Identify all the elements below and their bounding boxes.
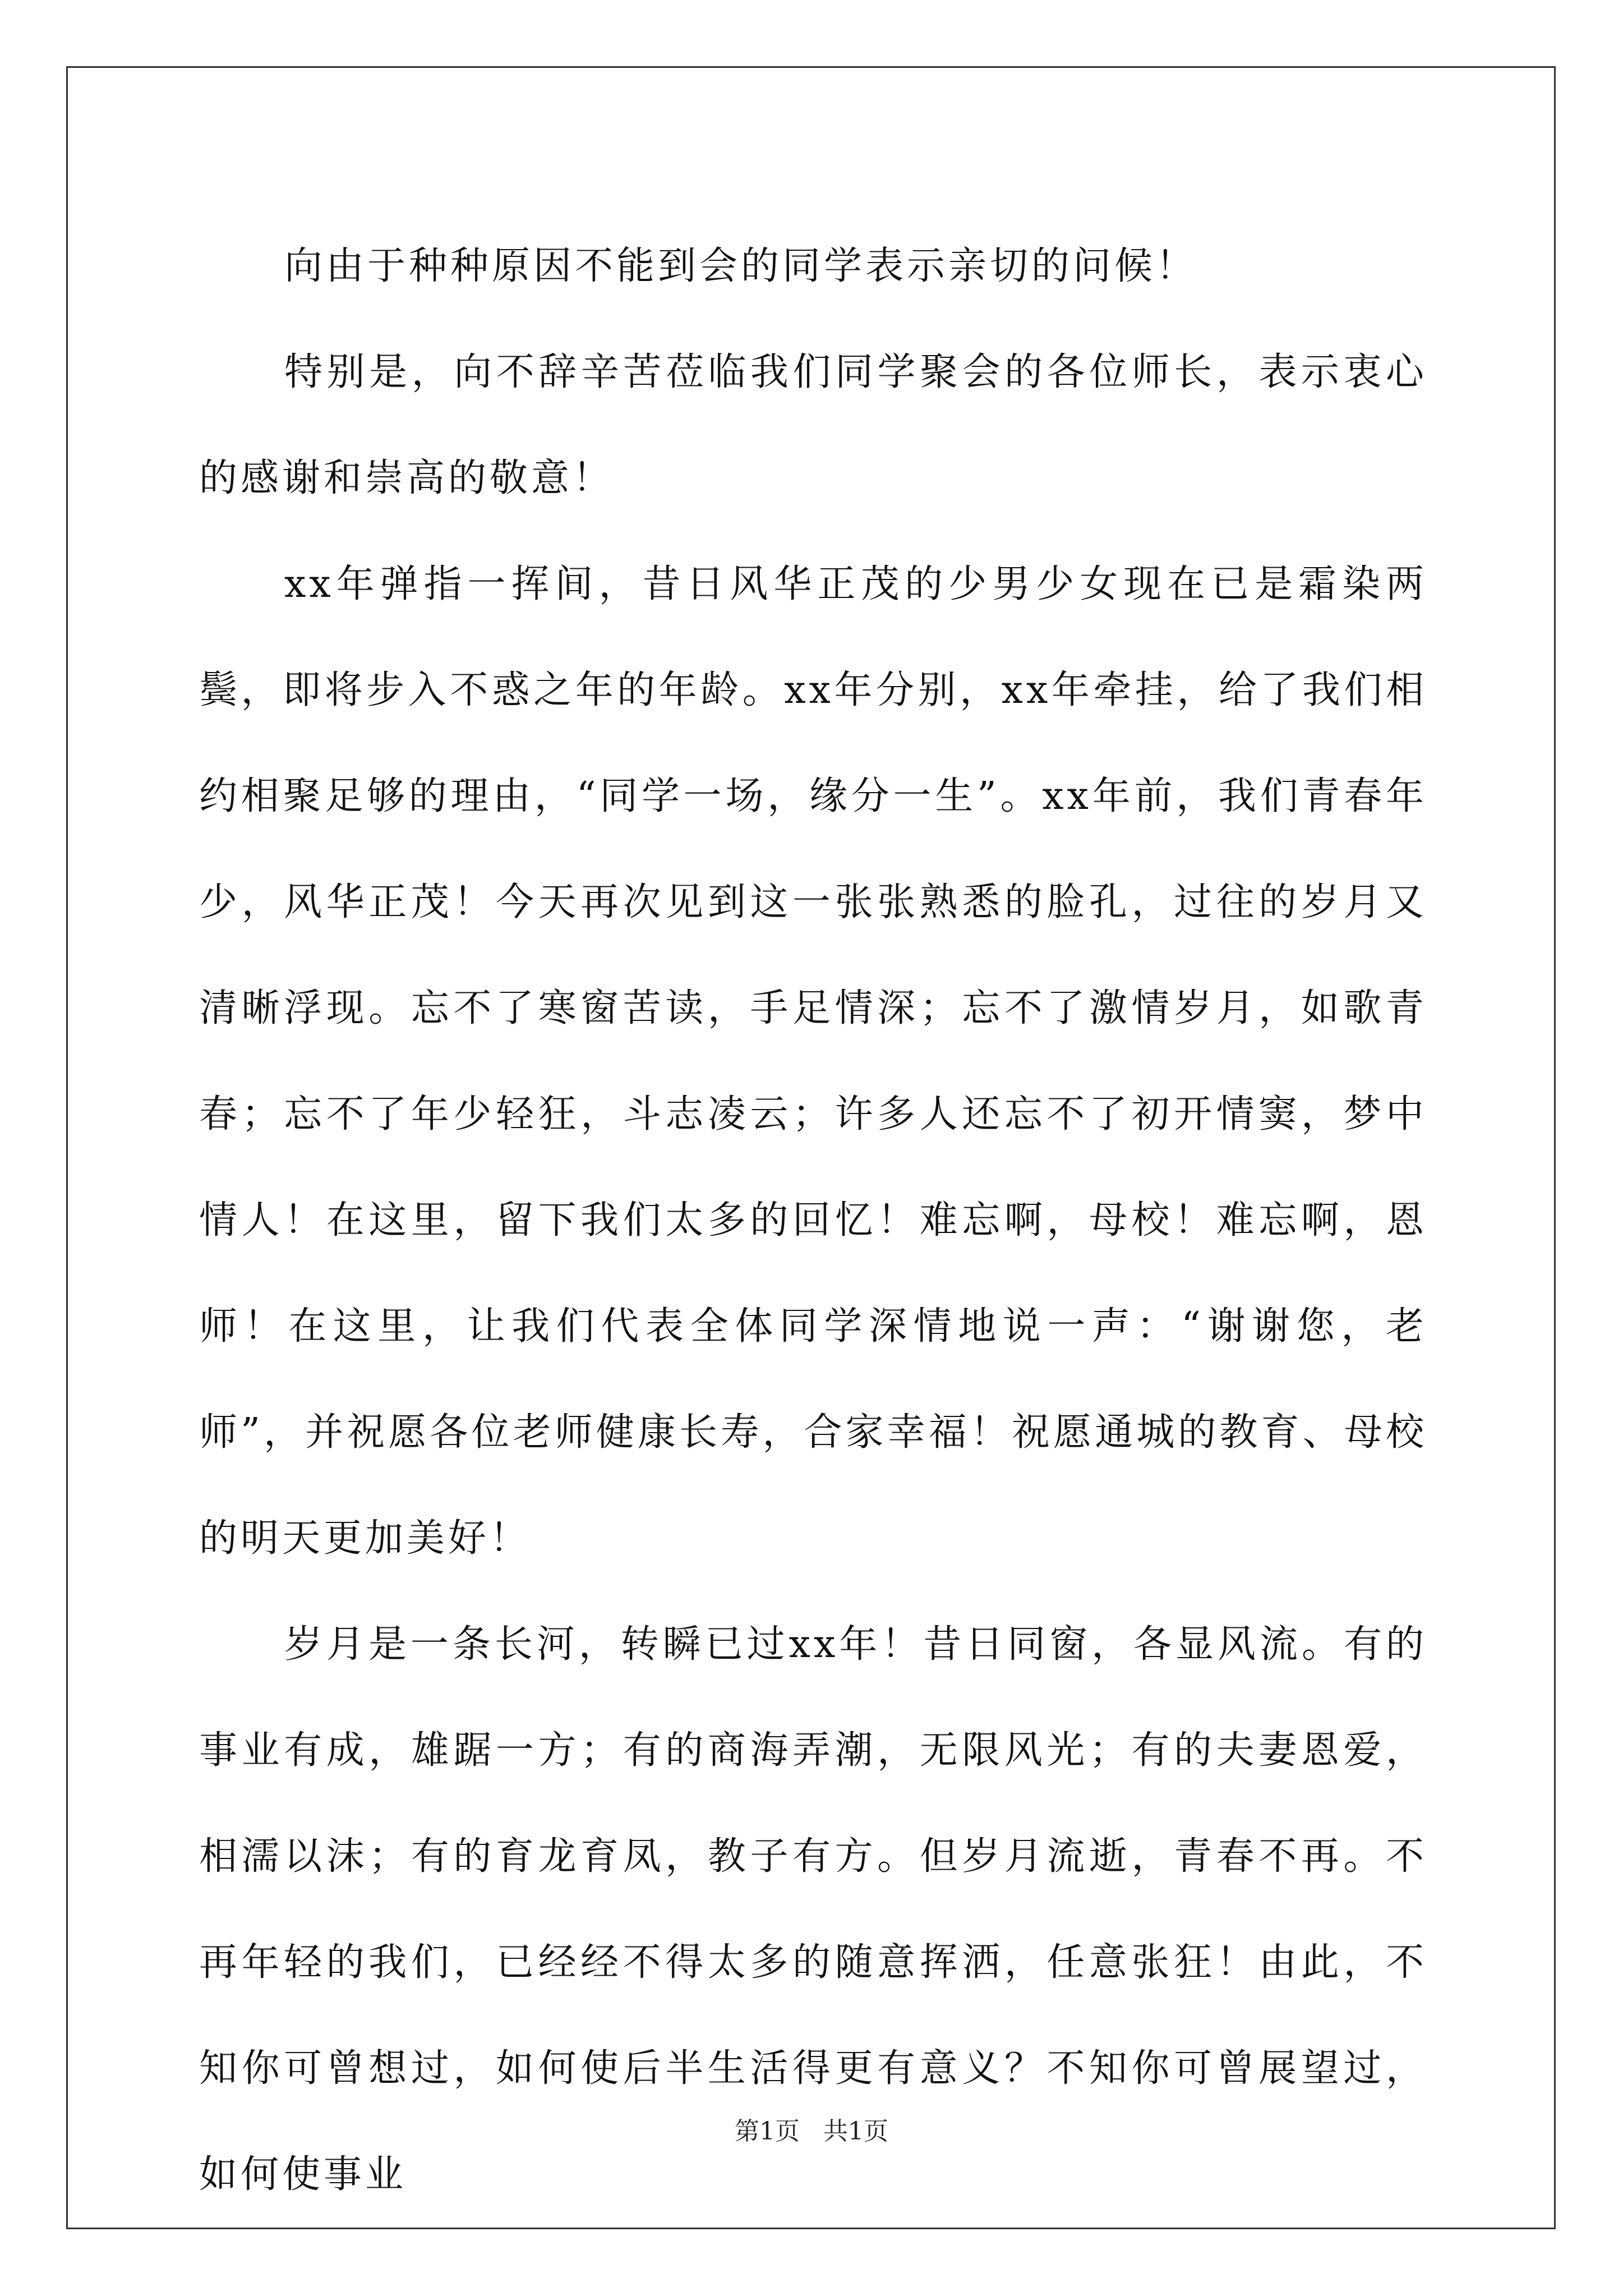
paragraph-years-passed: 岁月是一条长河，转瞬已过xx年！昔日同窗，各显风流。有的事业有成，雄踞一方；有的商海弄潮，无限风光；有的夫妻恩爱，相濡以沫；有的育龙育凤，教子有方。但岁月流逝，青春不再。不再年轻的我们，已经经不得太多的随意挥洒，任意张狂！由此，不知你可曾想过，如何使后半生活得更有意义？不知你可曾展望过，如何使事业 xyxy=(199,1622,1427,2197)
document-body xyxy=(199,213,1427,2228)
paragraph-thanks-teachers: 特别是，向不辞辛苦莅临我们同学聚会的各位师长，表示衷心的感谢和崇高的敬意！ xyxy=(199,350,1427,500)
page-number-footer: 第1页 共1页 xyxy=(735,2117,888,2146)
paragraph-memories: xx年弹指一挥间，昔日风华正茂的少男少女现在已是霜染两鬓，即将步入不惑之年的年龄。xx年分别，xx年牵挂，给了我们相约相聚足够的理由，“同学一场，缘分一生”。xx年前，我们青春年少，风华正茂！今天再次见到这一张张熟悉的脸孔，过往的岁月又清晰浮现。忘不了寒窗苦读，手足情深；忘不了激情岁月，如歌青春；忘不了年少轻狂，斗志凌云；许多人还忘不了初开情窦，梦中情人！在这里，留下我们太多的回忆！难忘啊，母校！难忘啊，恩师！在这里，让我们代表全体同学深情地说一声：“谢谢您，老师”，并祝愿各位老师健康长寿，合家幸福！祝愿通城的教育、母校的明天更加美好！ xyxy=(199,562,1427,1561)
paragraph-greeting: 向由于种种原因不能到会的同学表示亲切的问候！ xyxy=(284,244,1198,288)
